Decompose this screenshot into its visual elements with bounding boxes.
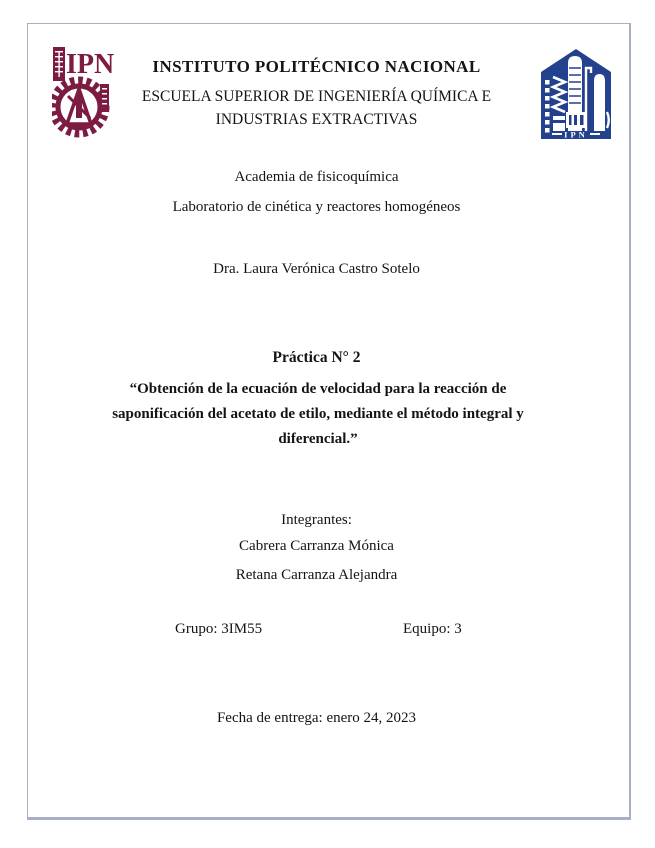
laboratory-line: Laboratorio de cinética y reactores homogéneos xyxy=(172,199,461,215)
member-name: Retana Carranza Alejandra xyxy=(235,567,398,583)
svg-text:IPN: IPN xyxy=(66,49,115,80)
delivery-date: Fecha de entrega: enero 24, 2023 xyxy=(216,710,417,726)
team-label: Equipo: 3 xyxy=(403,621,462,637)
academy-line: Academia de fisicoquímica xyxy=(234,169,399,185)
document-page xyxy=(27,23,631,820)
practice-number: Práctica N° 2 xyxy=(272,349,361,366)
group-team-row xyxy=(28,621,629,641)
institution-title: INSTITUTO POLITÉCNICO NACIONAL xyxy=(152,57,481,76)
professor-name: Dra. Laura Verónica Castro Sotelo xyxy=(213,261,420,277)
member-name: Cabrera Carranza Mónica xyxy=(239,538,394,554)
school-name: ESCUELA SUPERIOR DE INGENIERÍA QUÍMICA E INDUSTRIAS EXTRACTIVAS xyxy=(141,88,492,128)
practice-title: “Obtención de la ecuación de velocidad para la reacción de saponificación del acetato de etilo, mediante el método integral y diferencial.” xyxy=(112,381,524,447)
members-label: Integrantes: xyxy=(281,512,352,528)
svg-text:IPN: IPN xyxy=(564,129,588,140)
group-label: Grupo: 3IM55 xyxy=(175,621,263,637)
